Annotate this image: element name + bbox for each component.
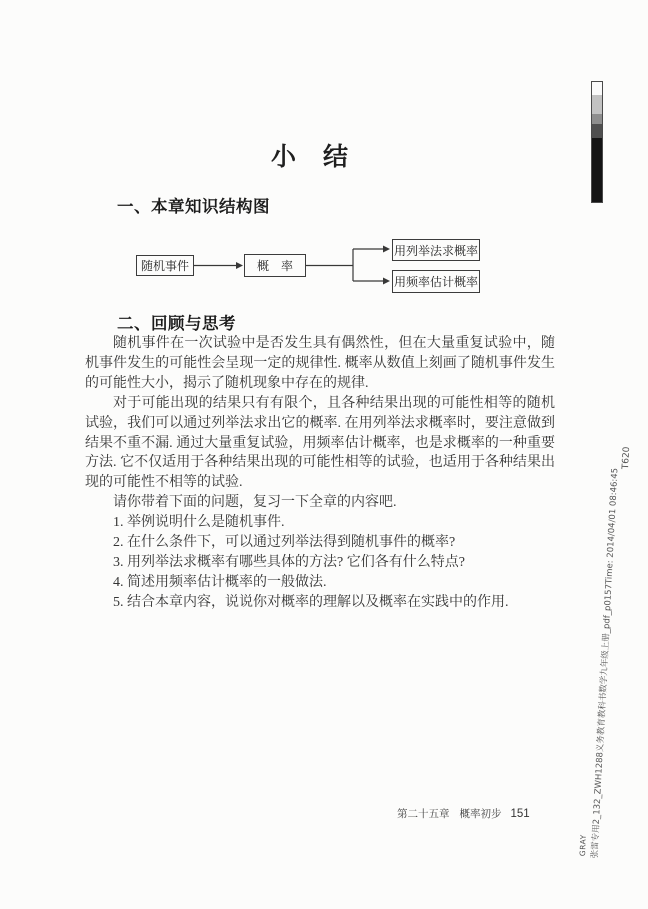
page-footer: [397, 806, 530, 821]
paragraph-lead-in: 请你带着下面的问题，复习一下全章的内容吧.: [113, 495, 397, 511]
chapter-label: 第二十五章: [397, 809, 450, 820]
grayscale-step: [592, 114, 602, 124]
paragraph-methods: 对于可能出现的结果只有有限个，且各种结果出现的可能性相等的随机试验，我们可以通过列举法求出它的概率. 在用列举法求概率时，要注意做到结果不重不漏. 通过大量重复试验，用频率估计概率，也是求概率的一种重要方法. 它不仅适用于各种结果出现的可能性相等的试验，也适用于各种结果出现的可能性不相等的试验.: [85, 395, 555, 491]
flow-node-probability: 概 率: [244, 254, 306, 277]
flow-node-enumeration-method: 用列举法求概率: [392, 239, 480, 261]
grayscale-step: [592, 82, 602, 95]
section1-heading: 一、本章知识结构图: [117, 198, 270, 216]
grayscale-calibration-strip: [591, 81, 603, 203]
paragraph-randomness: 随机事件在一次试验中是否发生具有偶然性，但在大量重复试验中，随机事件发生的可能性会呈现一定的规律性. 概率从数值上刻画了随机事件发生的可能性大小，揭示了随机现象中存在的规律.: [85, 336, 555, 391]
question-item: 5. 结合本章内容，说说你对概率的理解以及概率在实践中的作用.: [113, 594, 509, 610]
grayscale-step: [592, 124, 602, 138]
section2-heading: 二、回顾与思考: [117, 315, 236, 333]
chapter-title-label: 概率初步: [459, 809, 502, 820]
gray-channel-label: GRAY: [578, 834, 588, 857]
page-number: 151: [510, 808, 530, 820]
print-code-label: T620: [621, 446, 633, 470]
question-item: 4. 简述用频率估计概率的一般做法.: [113, 574, 327, 590]
flow-node-frequency-estimate: 用频率估计概率: [392, 270, 480, 293]
flow-node-random-event: 随机事件: [136, 255, 194, 276]
question-item: 1. 举例说明什么是随机事件.: [113, 515, 285, 531]
grayscale-step: [592, 138, 602, 202]
question-item: 2. 在什么条件下，可以通过列举法得到随机事件的概率?: [113, 535, 456, 551]
page-title: 小 结: [271, 144, 350, 171]
grayscale-step: [592, 95, 602, 114]
review-text-block: [85, 334, 555, 613]
print-watermark-text: 张雷专用2_132_ZWH1288义务教育教科书数学九年级上册_pdf_p0157Time: 2014/04/01 08:46:45: [589, 467, 621, 859]
knowledge-structure-diagram: [110, 230, 500, 302]
question-item: 3. 用列举法求概率有哪些具体的方法? 它们各有什么特点?: [113, 554, 465, 570]
